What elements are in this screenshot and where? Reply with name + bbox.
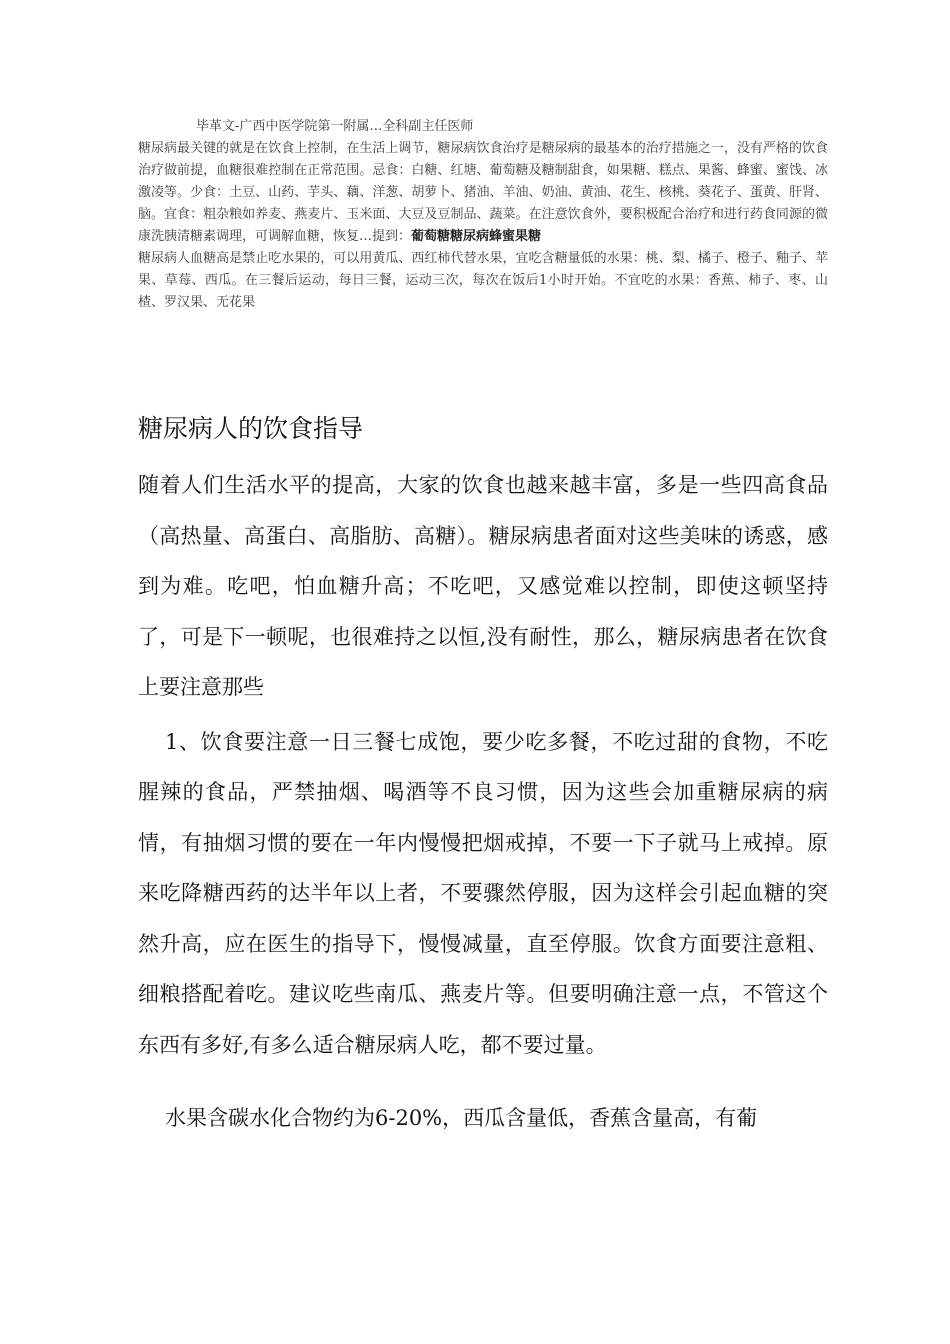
snippet-text: 糖尿病最关键的就是在饮食上控制，在生活上调节，糖尿病饮食治疗是糖尿病的最基本的治疗措施之一，没有严格的饮食治疗做前提，血糖很难控制在正常范围。忌食：白糖、红塘、葡萄糖及糖制甜食，如果糖、糕点、果酱、蜂蜜、蜜饯、冰激凌等。少食：土豆、山药、芋头、藕、洋葱、胡萝卜、猪油、羊油、奶油、黄油、花生、核桃、葵花子、蛋黄、肝肾、脑。宜食：粗杂粮如养麦、燕麦片、玉米面、大豆及豆制品、蔬菜。在注意饮食外，要积极配合治疗和进行药食同源的微康洗胰清糖素调理，可调解血糖，恢复…提到：: [138, 141, 828, 244]
article-paragraph-3: 水果含碳水化合物约为6-20%，西瓜含量低，香蕉含量高，有葡: [165, 1106, 758, 1130]
article-title: 糖尿病人的饮食指导: [138, 414, 364, 443]
author-line: 毕革文-广西中医学院第一附属…全科副主任医师: [196, 119, 474, 134]
snippet-paragraph: [138, 138, 828, 248]
article-paragraph-2: 1、饮食要注意一日三餐七成饱，要少吃多餐，不吃过甜的食物，不吃腥辣的食品，严禁抽烟、喝酒等不良习惯，因为这些会加重糖尿病的病情，有抽烟习惯的要在一年内慢慢把烟戒掉，不要一下子就马上戒掉。原来吃降糖西药的达半年以上者，不要骤然停服，因为这样会引起血糖的突然升高，应在医生的指导下，慢慢减量，直至停服。饮食方面要注意粗、细粮搭配着吃。建议吃些南瓜、燕麦片等。但要明确注意一点，不管这个东西有多好,有多么适合糖尿病人吃，都不要过量。: [138, 729, 828, 1057]
mentioned-keywords: 葡萄糖糖尿病蜂蜜果糖: [411, 229, 542, 244]
snippet-paragraph-2: 糖尿病人血糖高是禁止吃水果的，可以用黄瓜、西红柿代替水果，宜吃含糖量低的水果：桃、梨、橘子、橙子、釉子、苹果、草莓、西瓜。在三餐后运动，每日三餐，运动三次，每次在饭后1小时开始。不宜吃的水果：香蕉、柿子、枣、山楂、罗汉果、无花果: [138, 251, 828, 310]
paragraph-spacer: [138, 1070, 828, 1093]
search-snippet: [138, 116, 828, 314]
article-paragraph-1: 随着人们生活水平的提高，大家的饮食也越来越丰富，多是一些四高食品（高热量、高蛋白、高脂肪、高糖）。糖尿病患者面对这些美味的诱惑，感到为难。吃吧，怕血糖升高；不吃吧，又感觉难以控制，即使这顿坚持了，可是下一顿呢，也很难持之以恒,没有耐性，那么，糖尿病患者在饮食上要注意那些: [138, 473, 828, 699]
article-body: [138, 460, 828, 1144]
